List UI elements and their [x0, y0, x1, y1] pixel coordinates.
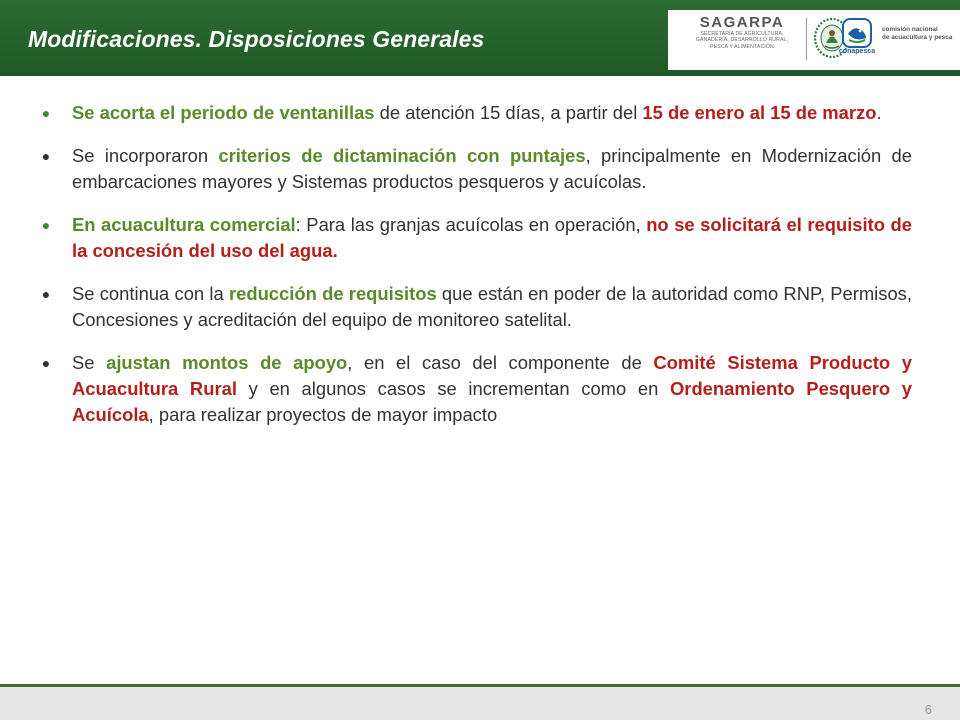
- bullet-icon: ●: [41, 148, 51, 164]
- conapesca-name: conapesca: [838, 48, 876, 55]
- highlight-text: Se acorta el periodo de ventanillas: [72, 102, 375, 123]
- conapesca-description: [882, 26, 960, 41]
- sagarpa-subtitle-1: SECRETARÍA DE AGRICULTURA,: [700, 31, 784, 37]
- body-text: , en el caso del componente de: [347, 352, 654, 373]
- highlight-text: En acuacultura comercial: [72, 214, 296, 235]
- highlight-text: no se solicitará el requisito de la concesión del uso del agua.: [72, 214, 912, 261]
- body-text: , para realizar proyectos de mayor impacto: [148, 404, 498, 425]
- bullet-item-ventanillas: [40, 100, 912, 126]
- highlight-text: reducción de requisitos: [228, 283, 437, 304]
- body-text: Se continua con la: [72, 283, 229, 304]
- slide-header: [0, 0, 960, 76]
- slide-content: [40, 100, 912, 445]
- conapesca-logo: [842, 18, 872, 48]
- slide-title: Modificaciones. Disposiciones Generales: [28, 26, 485, 52]
- body-text: de atención 15 días, a partir del: [374, 102, 643, 123]
- body-text: : Para las granjas acuícolas en operación,: [295, 214, 647, 235]
- bullet-icon: ●: [41, 105, 51, 121]
- bullet-icon: ●: [41, 217, 51, 233]
- highlight-text: ajustan montos de apoyo: [106, 352, 348, 373]
- body-text: .: [876, 102, 882, 123]
- conapesca-desc-line-2: de acuacultura y pesca: [882, 33, 953, 41]
- body-text: Se incorporaron: [72, 145, 219, 166]
- logo-divider: [806, 18, 807, 60]
- conapesca-desc-line-1: comisión nacional: [882, 26, 938, 33]
- sagarpa-name: SAGARPA: [699, 14, 785, 31]
- highlight-text: Ordenamiento Pesquero y Acuícola: [72, 378, 912, 425]
- body-text: que están en poder de la autoridad como RNP, Permisos, Concesiones y acreditación del equipo de monitoreo satelital.: [72, 283, 912, 330]
- highlight-text: 15 de enero al 15 de marzo: [642, 102, 877, 123]
- bullet-item-criterios: [40, 143, 912, 195]
- body-text: Se: [72, 352, 107, 373]
- highlight-text: Comité Sistema Producto y Acuacultura Rural: [72, 352, 912, 399]
- footer-band: [0, 687, 960, 720]
- body-text: y en algunos casos se incrementan como en: [236, 378, 670, 399]
- bullet-item-acuacultura: [40, 212, 912, 264]
- page-number: 6: [924, 702, 932, 717]
- bullet-icon: ●: [41, 355, 51, 371]
- bullet-item-montos: [40, 350, 912, 428]
- sagarpa-subtitle-3: PESCA Y ALIMENTACIÓN: [710, 43, 774, 50]
- body-text: , principalmente en Modernización de embarcaciones mayores y Sistemas productos pesqueros y acuícolas.: [72, 145, 913, 192]
- bullet-icon: ●: [41, 286, 51, 302]
- sagarpa-subtitle-2: GANADERÍA, DESARROLLO RURAL,: [695, 37, 789, 44]
- highlight-text: criterios de dictaminación con puntajes: [218, 145, 586, 166]
- bullet-item-requisitos: [40, 281, 912, 333]
- sagarpa-logo: [684, 14, 800, 50]
- logo-panel: [668, 10, 960, 70]
- bullet-list: [40, 100, 912, 428]
